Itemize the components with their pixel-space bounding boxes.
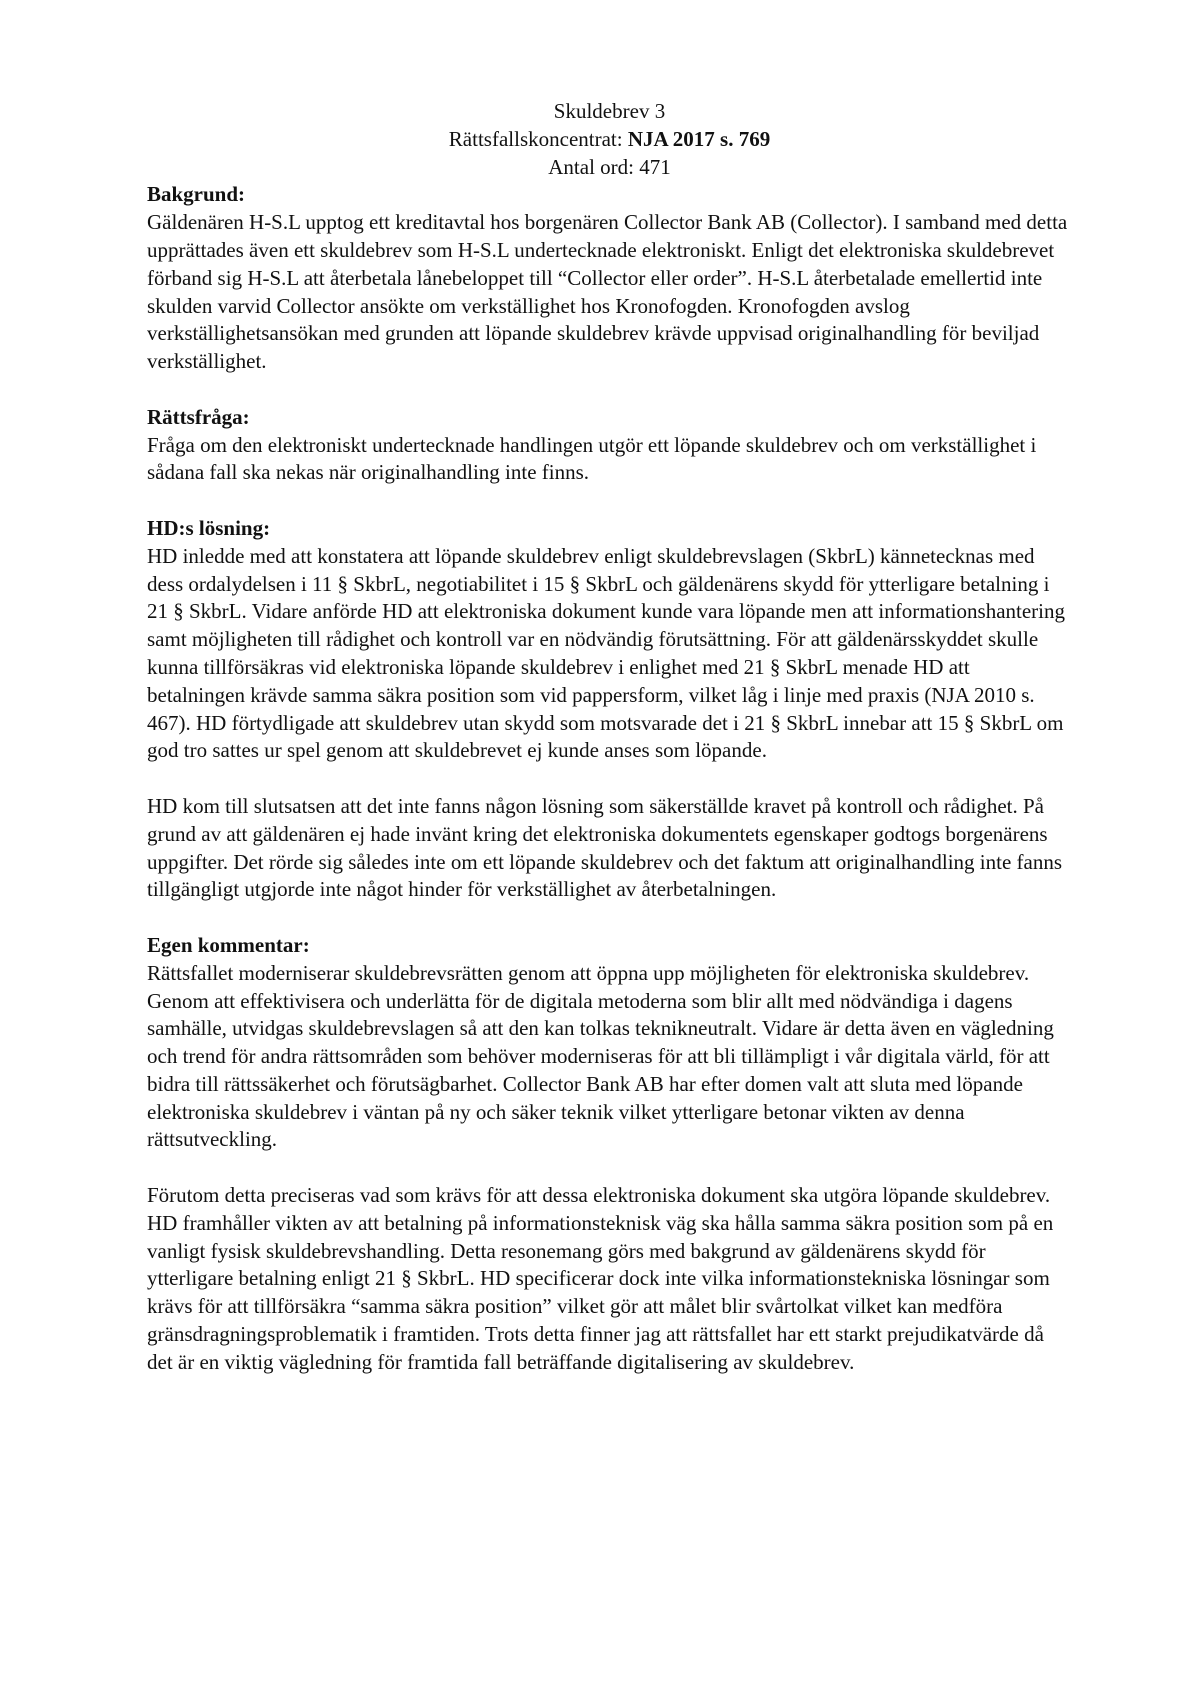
case-reference-line [147, 126, 1072, 154]
document-header [147, 98, 1072, 181]
heading-rattsfraga: Rättsfråga: [147, 404, 250, 429]
paragraph-rattsfraga: Fråga om den elektroniskt undertecknade handlingen utgör ett löpande skuldebrev och om verkställighet i sådana fall ska nekas när originalhandling inte finns. [147, 432, 1037, 485]
heading-hd-losning: HD:s lösning: [147, 515, 271, 540]
paragraph-egen-kommentar-2: Förutom detta preciseras vad som krävs för att dessa elektroniska dokument ska utgöra löpande skuldebrev. HD framhåller vikten av att betalning på informationsteknisk väg ska hålla samma säkra position som på en vanligt fysisk skuldebrevshandling. Detta resonemang görs med bakgrund av gäldenärens skydd för ytterligare betalning enligt 21 § SkbrL. HD specificerar dock inte vilka informationstekniska lösningar som krävs för att tillförsäkra “samma säkra position” vilket gör att målet blir svårtolkat vilket kan medföra gränsdragningsproblematik i framtiden. Trots detta finner jag att rättsfallet har ett starkt prejudikatvärde då det är en viktig vägledning för framtida fall beträffande digitalisering av skuldebrev. [147, 1183, 1054, 1374]
paragraph-egen-kommentar-1: Rättsfallet moderniserar skuldebrevsrätten genom att öppna upp möjligheten för elektroniska skuldebrev. Genom att effektivisera och underlätta för de digitala metoderna som blir allt med nödvändiga i dagens samhälle, utvidgas skuldebrevslagen så att den kan tolkas teknikneutralt. Vidare är detta även en vägledning och trend för andra rättsområden som behöver moderniseras för att bli tillämpligt i vår digitala värld, för att bidra till rättssäkerhet och förutsägbarhet. Collector Bank AB har efter domen valt att sluta med löpande elektroniska skuldebrev i väntan på ny och säker teknik vilket ytterligare betonar vikten av denna rättsutveckling. [147, 960, 1054, 1152]
paragraph-bakgrund: Gäldenären H-S.L upptog ett kreditavtal hos borgenären Collector Bank AB (Collector). I samband med detta upprättades även ett skuldebrev som H-S.L undertecknade elektroniskt. Enligt det elektroniska skuldebrevet förband sig H-S.L att återbetala lånebeloppet till “Collector eller order”. H-S.L återbetalade emellertid inte skulden varvid Collector ansökte om verkställighet hos Kronofogden. Kronofogden avslog verkställighetsansökan med grunden att löpande skuldebrev krävde uppvisad originalhandling för beviljad verkställighet. [147, 210, 1068, 374]
document-content [147, 98, 1072, 1377]
word-count: Antal ord: 471 [548, 154, 671, 179]
paragraph-hd-losning-2: HD kom till slutsatsen att det inte fanns någon lösning som säkerställde kravet på kontroll och rådighet. På grund av att gäldenären ej hade invänt kring det elektroniska dokumentets egenskaper godtogs borgenärens uppgifter. Det rörde sig således inte om ett löpande skuldebrev och det faktum att originalhandling inte fanns tillgängligt utgjorde inte något hinder för verkställighet av återbetalningen. [147, 793, 1063, 902]
paragraph-hd-losning-1: HD inledde med att konstatera att löpande skuldebrev enligt skuldebrevslagen (SkbrL) kännetecknas med dess ordalydelsen i 11 § SkbrL, negotiabilitet i 15 § SkbrL och gäldenärens skydd för ytterligare betalning i 21 § SkbrL. Vidare anförde HD att elektroniska dokument kunde vara löpande men att informationshantering samt möjligheten till rådighet och kontroll var en nödvändig förutsättning. För att gäldenärsskyddet skulle kunna tillförsäkras vid elektroniska löpande skuldebrev i enlighet med 21 § SkbrL menade HD att betalningen krävde samma säkra position som vid pappersform, vilket låg i linje med praxis (NJA 2010 s. 467). HD förtydligade att skuldebrev utan skydd som motsvarade det i 21 § SkbrL innebar att 15 § SkbrL om god tro sattes ur spel genom att skuldebrevet ej kunde anses som löpande. [147, 543, 1066, 763]
spacer [147, 487, 1072, 515]
concentrate-label: Rättsfallskoncentrat: [448, 126, 628, 151]
heading-egen-kommentar: Egen kommentar: [147, 932, 310, 957]
case-reference: NJA 2017 s. 769 [627, 126, 771, 151]
spacer [147, 1154, 1072, 1182]
heading-bakgrund: Bakgrund: [147, 182, 246, 207]
spacer [147, 376, 1072, 404]
document-title: Skuldebrev 3 [553, 99, 666, 123]
spacer [147, 765, 1072, 793]
spacer [147, 904, 1072, 932]
